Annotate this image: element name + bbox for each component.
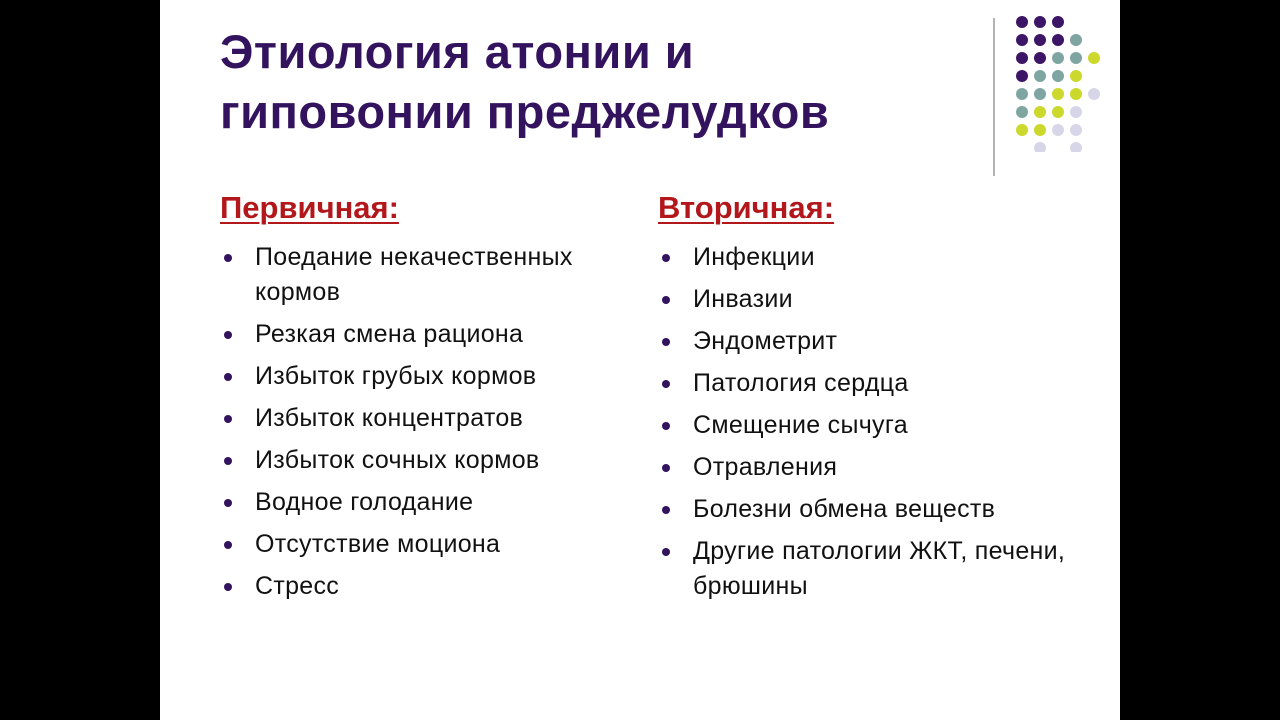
title-line-1: Этиология атонии и: [220, 25, 695, 78]
list-item: Стресс: [220, 569, 630, 604]
dot-purple: [1016, 52, 1028, 64]
dot-lime: [1052, 106, 1064, 118]
dot-lime: [1070, 88, 1082, 100]
list-item: Отравления: [658, 450, 1078, 485]
slide: [160, 0, 1120, 720]
list-item: Избыток концентратов: [220, 401, 630, 436]
dot-purple: [1016, 16, 1028, 28]
dot-purple: [1034, 34, 1046, 46]
list-item: Другие патологии ЖКТ, печени, брюшины: [658, 534, 1078, 604]
dot-lavender: [1070, 106, 1082, 118]
list-item: Поедание некачественных кормов: [220, 240, 630, 310]
secondary-list: [658, 240, 1078, 604]
dot-teal: [1034, 70, 1046, 82]
dot-purple: [1016, 34, 1028, 46]
dot-lime: [1016, 124, 1028, 136]
dot-purple: [1052, 16, 1064, 28]
dot-lavender: [1070, 142, 1082, 152]
list-item: Резкая смена рациона: [220, 317, 630, 352]
dot-teal: [1070, 34, 1082, 46]
list-item: Смещение сычуга: [658, 408, 1078, 443]
dot-lime: [1052, 88, 1064, 100]
dot-teal: [1070, 52, 1082, 64]
list-item: Патология сердца: [658, 366, 1078, 401]
list-item: Инфекции: [658, 240, 1078, 275]
primary-heading: Первичная:: [220, 190, 399, 225]
list-item: Избыток сочных кормов: [220, 443, 630, 478]
dot-purple: [1052, 34, 1064, 46]
dot-lime: [1088, 52, 1100, 64]
dot-teal: [1016, 106, 1028, 118]
dot-teal: [1052, 70, 1064, 82]
dot-lime: [1034, 124, 1046, 136]
list-item: Избыток грубых кормов: [220, 359, 630, 394]
slide-title: [220, 22, 940, 142]
dot-lime: [1070, 70, 1082, 82]
title-line-2: гиповонии преджелудков: [220, 85, 830, 138]
dot-lavender: [1052, 124, 1064, 136]
dot-teal: [1052, 52, 1064, 64]
dot-purple: [1034, 16, 1046, 28]
dot-purple: [1034, 52, 1046, 64]
dot-lavender: [1088, 88, 1100, 100]
primary-list: [220, 240, 630, 604]
dot-grid-group: [1016, 16, 1100, 152]
vertical-divider: [993, 18, 995, 176]
list-item: Болезни обмена веществ: [658, 492, 1078, 527]
decorative-dot-grid: [1010, 12, 1110, 152]
secondary-heading: Вторичная:: [658, 190, 835, 225]
list-item: Отсутствие моциона: [220, 527, 630, 562]
list-item: Водное голодание: [220, 485, 630, 520]
primary-column: [220, 188, 630, 611]
list-item: Инвазии: [658, 282, 1078, 317]
secondary-column: [658, 188, 1078, 611]
dot-lavender: [1034, 142, 1046, 152]
dot-teal: [1016, 88, 1028, 100]
list-item: Эндометрит: [658, 324, 1078, 359]
dot-lavender: [1070, 124, 1082, 136]
dot-lime: [1034, 106, 1046, 118]
dot-purple: [1016, 70, 1028, 82]
dot-teal: [1034, 88, 1046, 100]
